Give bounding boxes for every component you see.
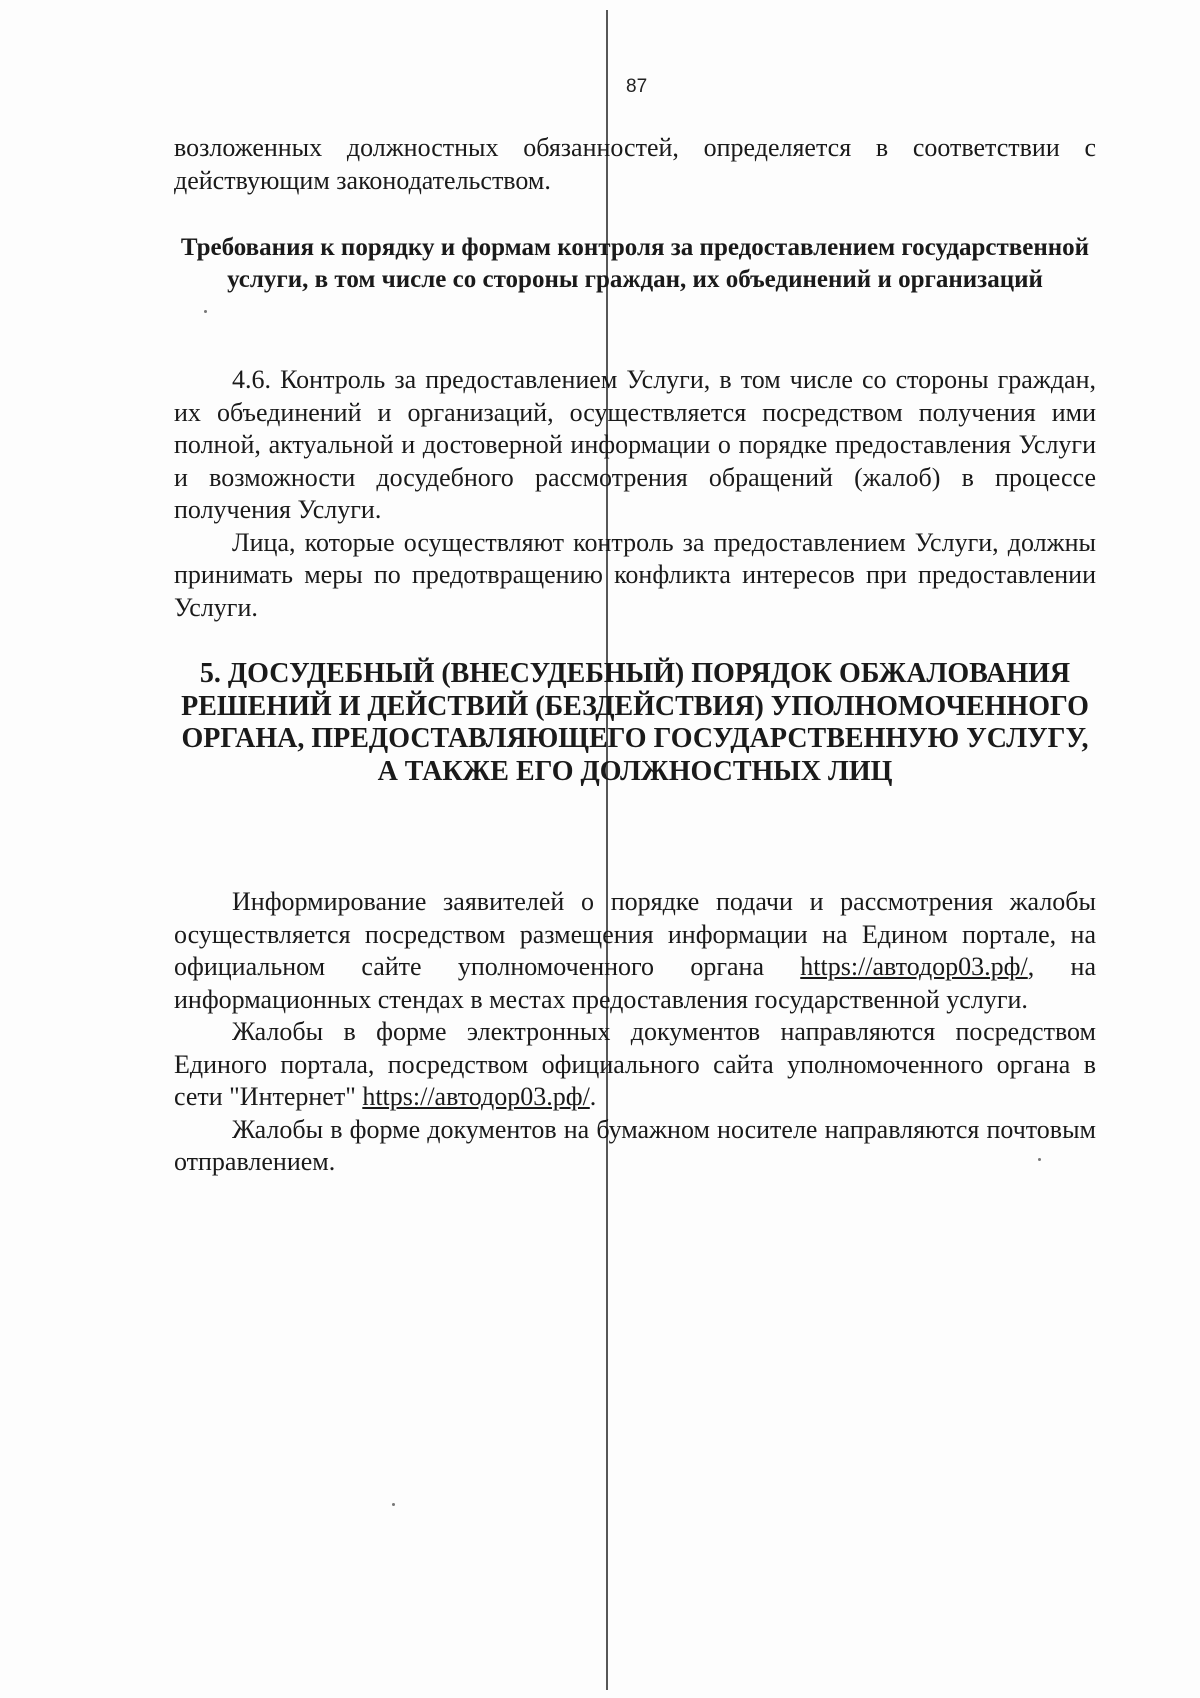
official-site-link-2[interactable]: https://автодор03.рф/ — [362, 1082, 590, 1111]
official-site-link[interactable]: https://автодор03.рф/ — [800, 952, 1028, 981]
section-5-paragraph-2-text-end: . — [589, 1082, 597, 1111]
section-5-paragraph-1-text-start: Информирование заявителей о порядке подачи и рассмотрения жалобы осуществляется посредством размещения информации на Едином портале, на официальном сайте уполномоченного органа — [174, 887, 1096, 981]
section-4-6-paragraph-2: Лица, которые осуществляют контроль за предоставлением Услуги, должны принимать меры по предотвращению конфликта интересов при предоставлении Услуги. — [174, 527, 1096, 622]
section-5-paragraph-1 — [174, 886, 1096, 1016]
page-number: 87 — [626, 76, 648, 97]
section-4-6-paragraph-1: 4.6. Контроль за предоставлением Услуги, в том числе со стороны граждан, их объединений и организаций, осуществляется посредством получения ими полной, актуальной и достоверной информации о порядке предоставления Услуги и возможности досудебного рассмотрения обращений (жалоб) в процессе получения Услуги. — [174, 365, 1096, 524]
scan-speck — [1038, 1158, 1041, 1161]
section-5-heading: 5. ДОСУДЕБНЫЙ (ВНЕСУДЕБНЫЙ) ПОРЯДОК ОБЖАЛОВАНИЯ РЕШЕНИЙ И ДЕЙСТВИЙ (БЕЗДЕЙСТВИЯ) УПОЛНОМОЧЕННОГО ОРГАНА, ПРЕДОСТАВЛЯЮЩЕГО ГОСУДАРСТВЕННУЮ УСЛУГУ, А ТАКЖЕ ЕГО ДОЛЖНОСТНЫХ ЛИЦ — [181, 658, 1089, 787]
section-4-6-block — [174, 364, 1096, 624]
section-5-block — [174, 886, 1096, 1179]
control-requirements-heading: Требования к порядку и формам контроля за предоставлением государственной услуги, в том числе со стороны граждан, их объединений и организаций — [180, 234, 1090, 293]
section-5-paragraph-2 — [174, 1016, 1096, 1114]
scan-speck — [204, 310, 207, 313]
section-5-paragraph-1-text-end: , на информационных стендах в местах предоставления государственной услуги. — [174, 952, 1096, 1014]
scan-speck — [392, 1503, 395, 1506]
section-5-paragraph-2-text-start: Жалобы в форме электронных документов направляются посредством Единого портала, посредством официального сайта уполномоченного органа в сети "Интернет" — [174, 1017, 1096, 1111]
intro-paragraph-block — [174, 132, 1096, 197]
section-5-paragraph-3: Жалобы в форме документов на бумажном носителе направляются почтовым отправлением. — [174, 1114, 1096, 1176]
intro-paragraph: возложенных должностных обязанностей, определяется в соответствии с действующим законодательством. — [174, 133, 1096, 195]
